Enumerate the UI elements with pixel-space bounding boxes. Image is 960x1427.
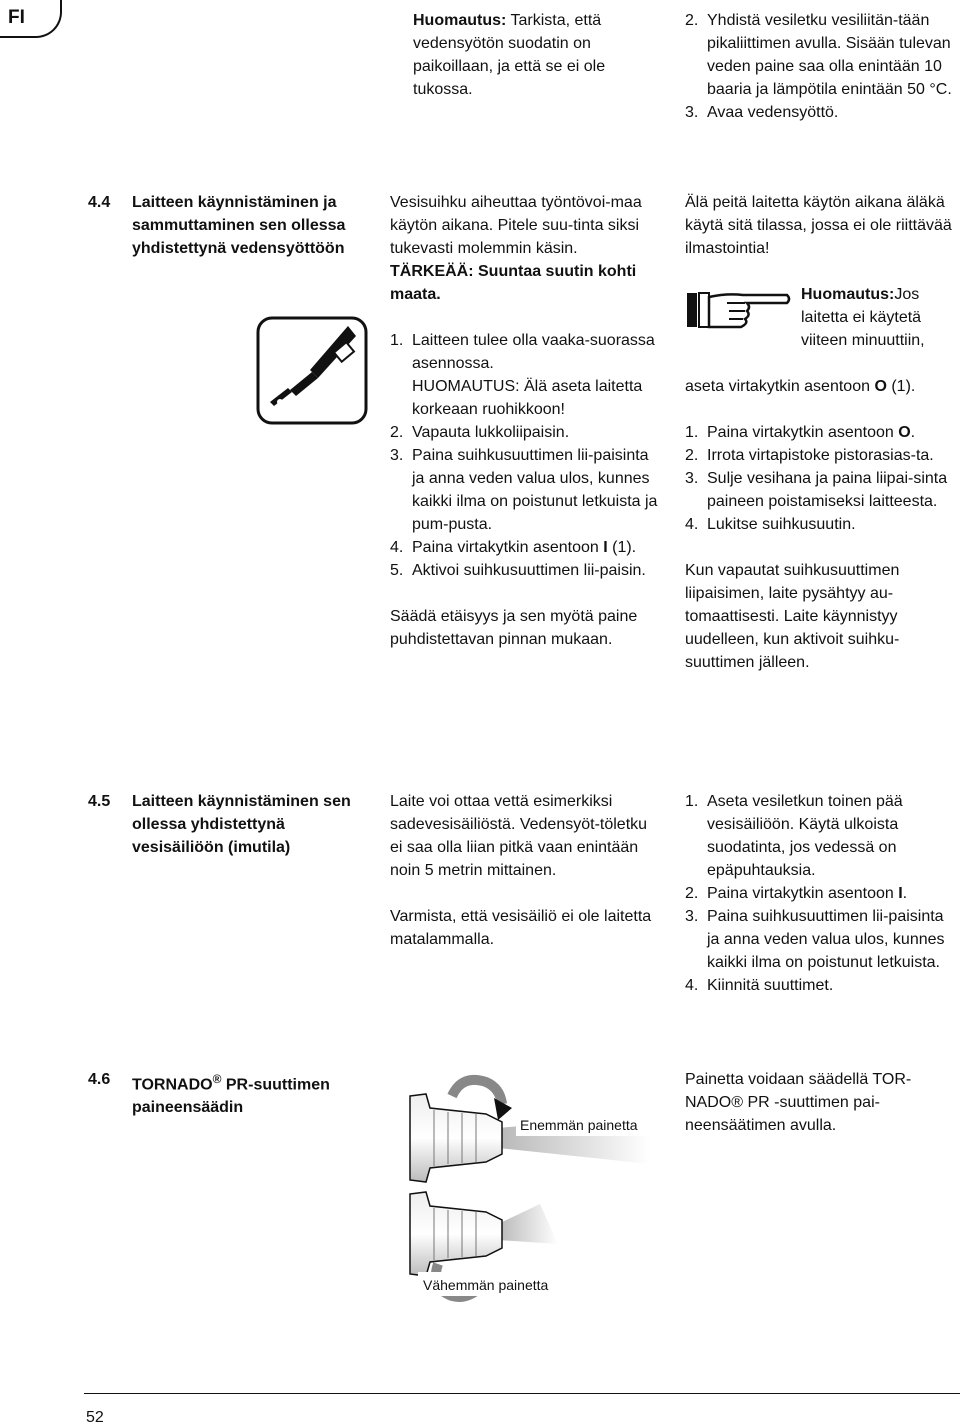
list-item (390, 329, 662, 421)
note-text: Tarkista, että vedensyötön suodatin on paikoillaan, ja että se ei ole tukossa. (413, 12, 606, 98)
intro-important: TÄRKEÄÄ: Suuntaa suutin kohti maata. (390, 263, 637, 303)
language-badge (0, 0, 62, 38)
section-4-5-body (390, 790, 662, 951)
step-number: 2. (685, 12, 699, 29)
step-number: 2. (685, 885, 699, 902)
step-number: 4. (685, 516, 699, 533)
step-text: Paina suihkusuuttimen lii-paisinta ja anna veden valua ulos, kunnes kaikki ilma on poistunut letkuista ja pum-pusta. (412, 447, 658, 533)
list-item (685, 790, 957, 882)
list-item (685, 882, 957, 905)
section-number: 4.5 (88, 793, 111, 810)
step-body: Laitteen tulee olla vaaka-suorassa asennossa. (412, 332, 655, 372)
section-title: Laitteen käynnistäminen ja sammuttaminen sen ollessa yhdistettynä vedensyöttöön (132, 194, 346, 257)
step-tail: . (902, 885, 908, 902)
warning-paragraph: Älä peitä laitetta käytön aikana äläkä käytä sitä tilassa, jossa ei ole riittävää ilmastointia! (685, 194, 952, 257)
section-title (132, 1068, 368, 1119)
step-body: Paina virtakytkin asentoon (707, 424, 899, 441)
note-text: Jos laitetta ei käytetä viiteen minuuttiin, (801, 286, 925, 349)
section-number: 4.4 (88, 194, 111, 211)
step-number: 2. (685, 447, 699, 464)
section-4-4-right (685, 191, 957, 674)
note-continuation (685, 375, 957, 398)
step-body: Paina virtakytkin asentoon (412, 539, 604, 556)
step-text: Aktivoi suihkusuuttimen lii-paisin. (412, 562, 646, 579)
section-4-6-heading (88, 1068, 368, 1119)
stop-steps (685, 421, 957, 536)
paragraph: Varmista, että vesisäiliö ei ole laitetta matalammalla. (390, 908, 652, 948)
step-note-label: HUOMAUTUS: (412, 378, 520, 395)
list-item (685, 444, 957, 467)
section-4-4-body (390, 191, 662, 651)
title-part: PR-suuttimen paineensäädin (132, 1076, 330, 1117)
pointing-hand-icon (687, 285, 791, 335)
list-item (685, 513, 957, 536)
section-4-6-description: Painetta voidaan säädellä TOR-NADO® PR -suuttimen pai-neensäätimen avulla. (685, 1071, 912, 1134)
step-text: Aseta vesiletkun toinen pää vesisäiliöön. Käytä ulkoista suodatinta, jos vedessä on epäpuhtauksia. (707, 793, 903, 879)
note-text-block (801, 283, 957, 352)
step-text: Yhdistä vesiletku vesiliitän-tään pikaliittimen avulla. Sisään tulevan veden paine saa olla enintään 10 baaria ja lämpötila enintään 50 °C. (707, 12, 952, 98)
list-item (685, 9, 957, 101)
intro-paragraph (390, 191, 662, 306)
step-text: Avaa vedensyöttö. (707, 104, 839, 121)
start-steps (390, 329, 662, 582)
less-pressure-label: Vähemmän painetta (423, 1277, 549, 1293)
step-body: Paina virtakytkin asentoon (707, 885, 899, 902)
step-text (412, 329, 662, 421)
intro-text: Vesisuihku aiheuttaa työntövoi-maa käytön aikana. Pitele suu-tinta siksi tukevasti molemmin käsin. (390, 194, 642, 257)
step-number: 1. (685, 793, 699, 810)
list-item (685, 905, 957, 974)
language-code: FI (8, 7, 25, 28)
step-text (707, 882, 957, 905)
paragraph: Laite voi ottaa vettä esimerkiksi sadevesisäiliöstä. Vedensyöt-töletku ei saa olla liian pitkä vaan enintään noin 5 metrin mittainen. (390, 793, 648, 879)
switch-position: O (898, 424, 911, 441)
section-number: 4.6 (88, 1071, 111, 1088)
switch-position: I (898, 885, 903, 902)
switch-position: I (603, 539, 608, 556)
step-text (707, 421, 957, 444)
registered-mark: ® (212, 1072, 222, 1086)
list-item (390, 444, 662, 536)
step-note-text: Älä aseta laitetta korkeaan ruohikkoon! (412, 378, 643, 418)
top-note (413, 9, 653, 101)
list-item (390, 559, 662, 582)
spray-gun-icon (256, 316, 368, 425)
list-item (685, 101, 957, 124)
page-number: 52 (86, 1409, 104, 1426)
note-text: aseta virtakytkin asentoon (685, 378, 875, 395)
step-number: 3. (685, 908, 699, 925)
nozzle-illustration (390, 1068, 670, 1304)
note-tail: (1). (886, 378, 916, 395)
step-text (412, 536, 662, 559)
step-text: Vapauta lukkoliipaisin. (412, 424, 570, 441)
step-number: 3. (390, 447, 404, 464)
list-item (390, 536, 662, 559)
step-number: 1. (390, 332, 404, 349)
step-number: 4. (685, 977, 699, 994)
step-text: Irrota virtapistoke pistorasias-ta. (707, 447, 934, 464)
outro-paragraph: Säädä etäisyys ja sen myötä paine puhdistettavan pinnan mukaan. (390, 608, 638, 648)
step-number: 2. (390, 424, 404, 441)
note-label: Huomautus: (801, 286, 895, 303)
step-number: 5. (390, 562, 404, 579)
section-title: Laitteen käynnistäminen sen ollessa yhdistettynä vesisäiliöön (imutila) (132, 793, 351, 856)
more-pressure-label: Enemmän painetta (520, 1117, 638, 1133)
step-tail: (1). (607, 539, 637, 556)
list-item (390, 421, 662, 444)
list-item (685, 467, 957, 513)
section-4-4-heading (88, 191, 368, 260)
note-label: Huomautus: (413, 12, 507, 29)
hand-note (685, 283, 957, 375)
title-part: TORNADO (132, 1076, 213, 1094)
top-steps (685, 9, 957, 124)
step-text: Paina suihkusuuttimen lii-paisinta ja anna veden valua ulos, kunnes kaikki ilma on poistunut letkuista. (707, 908, 945, 971)
step-number: 3. (685, 470, 699, 487)
switch-position: O (874, 378, 887, 395)
step-number: 4. (390, 539, 404, 556)
step-text: Kiinnitä suuttimet. (707, 977, 834, 994)
list-item (685, 974, 957, 997)
step-text: Sulje vesihana ja paina liipai-sinta paineen poistamiseksi laitteesta. (707, 470, 948, 510)
step-tail: . (910, 424, 916, 441)
step-number: 1. (685, 424, 699, 441)
section-4-5-steps (685, 790, 957, 997)
list-item (685, 421, 957, 444)
section-4-5-heading (88, 790, 368, 859)
footer-divider (84, 1393, 960, 1394)
step-number: 3. (685, 104, 699, 121)
step-text: Lukitse suihkusuutin. (707, 516, 856, 533)
final-paragraph: Kun vapautat suihkusuuttimen liipaisimen, laite pysähtyy au-tomaattisesti. Laite käynnistyy uudelleen, kun aktivoit suihku-suuttimen jälleen. (685, 562, 900, 671)
